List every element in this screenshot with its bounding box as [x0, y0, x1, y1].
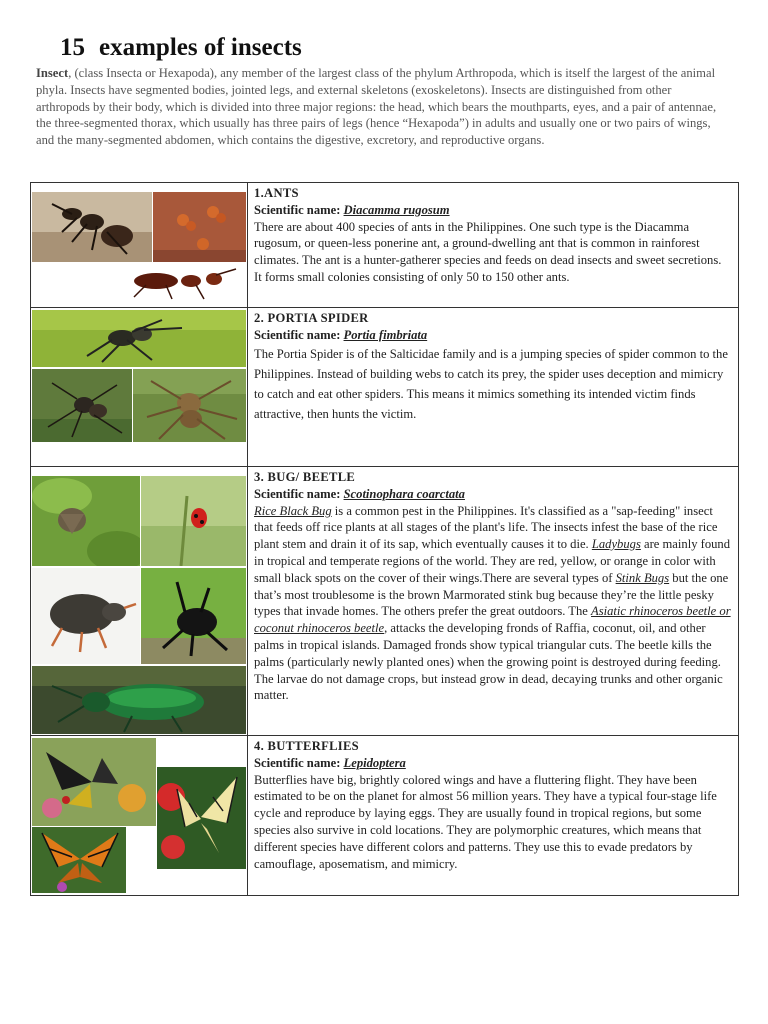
intro-body: , (class Insecta or Hexapoda), any member of the largest class of the phylum Arthropoda, which is itself the largest of the animal phyla. Insects have segmented bodies, jointed legs, and external skeletons (exoskeletons). Insects are distinguished from other arthropods by their body, which is divided into three major regions: the head, which bears the mouthparts, eyes, and a pair of antennae, the three-segmented thorax, which usually has three pairs of legs (hence “Hexapoda”) in adults and usually one or two pairs of wings, and the many-segmented abdomen, which contains the digestive, excretory, and reproductive organs. [36, 66, 717, 148]
beetle-heading: 3. BUG/ BEETLE [254, 470, 356, 484]
ants-heading: 1.ANTS [254, 186, 299, 200]
butterflies-heading: 4. BUTTERFLIES [254, 739, 359, 753]
spider-description: The Portia Spider is of the Salticidae family and is a jumping species of spider common to the Philippines. Instead of building webs to catch its prey, the spider uses deception and mimicry to catch and eat other spiders. This means it mimics something its intended victim finds attractive, then hunts the victim. [254, 346, 728, 421]
intro-lead: Insect [36, 66, 69, 80]
beetle-description [254, 503, 732, 705]
table-row-butterflies [31, 736, 739, 896]
beetle-text-1: is a common pest in the Philippines. It's classified as a "sap-feeding" insect that feeds off rice plants at all stages of the plant's life. The insects infest the base of the rice plant stem and drain it of its sap, which eventually causes it to die. [254, 503, 718, 552]
rhinoceros-beetle-link[interactable]: Asiatic rhinoceros beetle or coconut rhinoceros beetle [254, 604, 731, 636]
sci-label: Scientific name: [254, 202, 341, 217]
sci-label: Scientific name: [254, 755, 341, 770]
spider-text [248, 308, 739, 467]
rice-black-bug-link[interactable]: Rice Black Bug [254, 503, 332, 518]
beetle-photos [31, 467, 248, 736]
spider-scientific-name: Portia fimbriata [343, 327, 428, 342]
sci-label: Scientific name: [254, 327, 341, 342]
title-text: examples of insects [99, 34, 302, 61]
ant-photo-2 [153, 192, 246, 262]
ant-photo-3 [76, 263, 246, 303]
table-row-beetle [31, 467, 739, 736]
butterflies-description: Butterflies have big, brightly colored wings and have a fluttering flight. They have been estimated to be on the planet for almost 56 million years. They have a typical four-stage life cycle and reproduce by laying eggs. They are usually found in tropical regions, but some species also survive in cold locations. They are polymorphic creatures, which means that different species have different colors and patterns. They use this to evade predators by camouflage, aposematism, and mimicry. [254, 772, 717, 871]
ants-scientific-name: Diacamma rugosum [343, 202, 450, 217]
beetle-text-3: but the one that’s most troublesome is the brown Marmorated stink bug because they’re the little pesky types that invade homes. The others prefer the great outdoors. The [254, 570, 729, 619]
spider-photo-2 [32, 369, 132, 442]
table-row-spider [31, 308, 739, 467]
ants-description: There are about 400 species of ants in the Philippines. One such type is the Diacamma rugosum, or queen-less ponerine ant, a ground-dwelling ant that is common in rainforest climates. The ant is a hunter-gatherer species and feeds on dead insects and sweet secretions. It forms small colonies consisting of only 50 to 150 other ants. [254, 219, 722, 284]
spider-photos [31, 308, 248, 467]
ladybugs-link[interactable]: Ladybugs [591, 537, 641, 552]
rhino-beetle-photo [141, 568, 246, 664]
butterfly-photo-2 [32, 827, 126, 893]
intro-paragraph [36, 65, 726, 149]
beetle-text [248, 467, 739, 736]
ladybug-photo [141, 476, 246, 566]
title-number: 15 [60, 34, 85, 61]
butterflies-scientific-name: Lepidoptera [343, 755, 406, 770]
ants-text [248, 183, 739, 308]
spider-photo-3 [133, 369, 246, 442]
beetle-scientific-name: Scotinophara coarctata [343, 486, 465, 501]
stink-bugs-link[interactable]: Stink Bugs [615, 570, 670, 585]
green-beetle-photo [32, 666, 246, 734]
butterfly-photo-1 [32, 738, 156, 826]
sci-label: Scientific name: [254, 486, 341, 501]
ant-photo-1 [32, 192, 152, 262]
rice-bug-photo [32, 568, 140, 664]
ants-photos [31, 183, 248, 308]
spider-heading: 2. PORTIA SPIDER [254, 311, 369, 325]
page-title [60, 34, 302, 62]
insects-table [30, 182, 739, 896]
table-row-ants [31, 183, 739, 308]
beetle-text-4: , attacks the developing fronds of Raffia, coconut, oil, and other palms in tropical islands. Damaged fronds show typical triangular cuts. The beetle kills the palms (particularly newly planted ones) when the growing point is destroyed during feeding. The larvae do not damage crops, but instead grow in dead, decaying trunks and other organic matter. [254, 621, 723, 703]
stink-bug-photo [32, 476, 140, 566]
butterflies-text [248, 736, 739, 896]
beetle-text-2: are mainly found in tropical and temperate regions of the world. They are red, yellow, or orange in color with small black spots on the cover of their wings.There are several types of [254, 537, 731, 585]
butterfly-photo-3 [157, 767, 246, 869]
spider-photo-1 [32, 310, 246, 367]
butterfly-photos [31, 736, 248, 896]
